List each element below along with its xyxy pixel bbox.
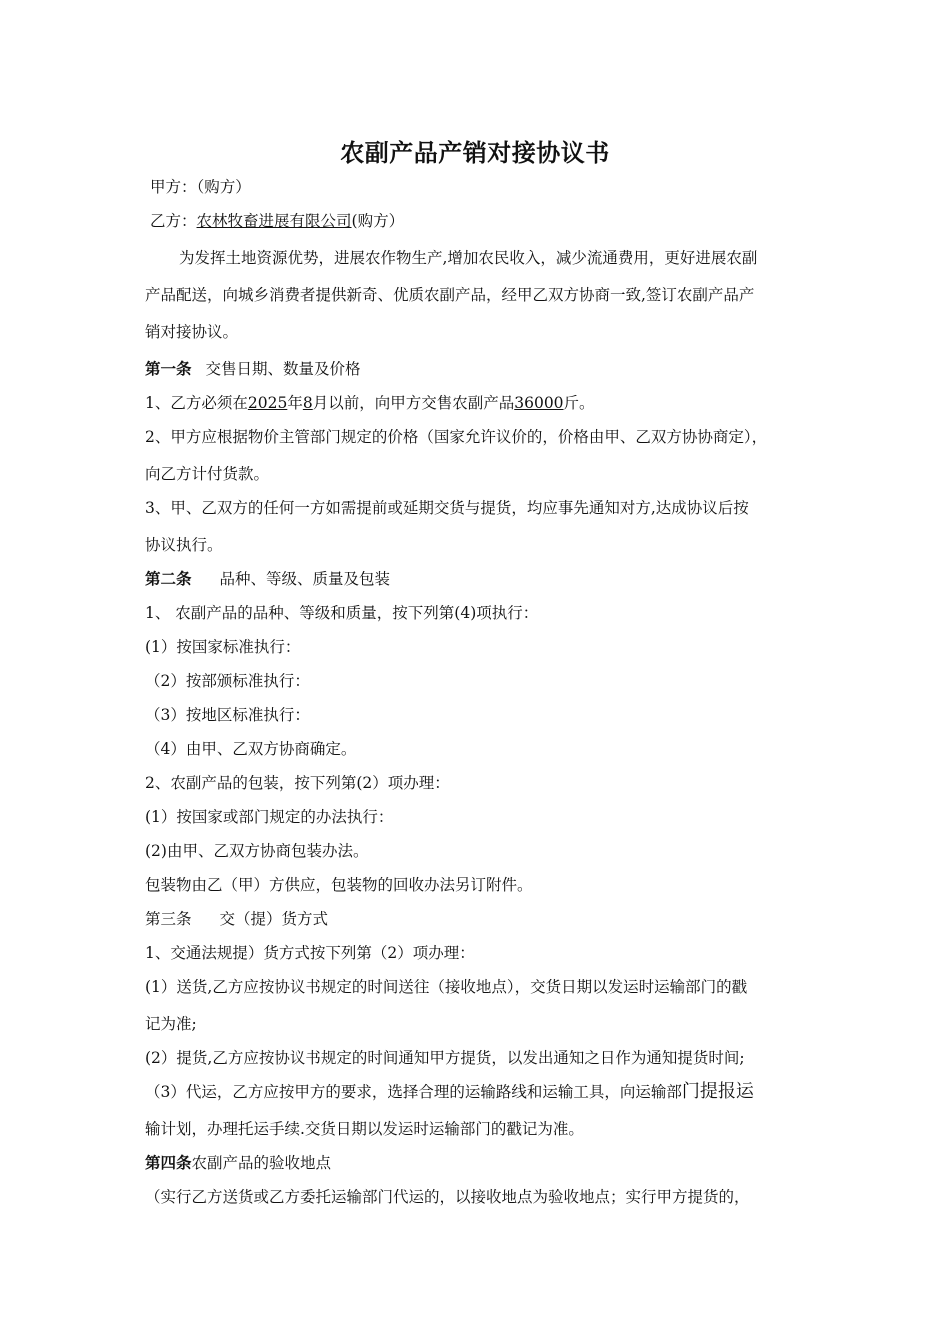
document-body	[145, 174, 815, 1218]
article-2-line: 包装物由乙（甲）方供应，包装物的回收办法另订附件。	[145, 876, 533, 894]
delivery-year: 2025	[247, 394, 288, 412]
article-1-item-3-line-2: 协议执行。	[145, 536, 223, 554]
article-4-line: （实行乙方送货或乙方委托运输部门代运的，以接收地点为验收地点；实行甲方提货的，	[145, 1188, 750, 1206]
party-a-line	[145, 174, 815, 208]
article-1-item-3-line-1: 3、甲、乙双方的任何一方如需提前或延期交货与提货，均应事先通知对方,达成协议后按	[145, 499, 749, 517]
article-2-line: (2)由甲、乙双方协商包装办法。	[145, 842, 369, 860]
delivery-month: 8	[302, 394, 313, 412]
text-span: 斤。	[563, 394, 595, 412]
article-3-item-3-continued: 输计划，办理托运手续.交货日期以发运时运输部门的戳记为准。	[145, 1120, 584, 1138]
article-2-number: 第二条	[145, 569, 192, 588]
party-b-line	[145, 208, 815, 245]
article-3-item-3	[145, 1079, 815, 1116]
intro-line-3: 销对接协议。	[145, 323, 239, 341]
article-4-number: 第四条	[145, 1153, 192, 1172]
article-2-line: （3）按地区标准执行：	[145, 706, 310, 724]
article-2-line: (1）按国家标准执行：	[145, 638, 301, 656]
article-1-item-2-line-1: 2、甲方应根据物价主管部门规定的价格（国家允许议价的，价格由甲、乙双方协协商定），	[145, 428, 768, 446]
article-3-line: (1）送货,乙方应按协议书规定的时间送往（接收地点），交货日期以发运时运输部门的戳	[145, 978, 748, 996]
article-2-line: 2、农副产品的包装，按下列第(2）项办理：	[145, 774, 450, 792]
article-3-line: (2）提货,乙方应按协议书规定的时间通知甲方提货，以发出通知之日作为通知提货时间;	[145, 1049, 745, 1067]
text-span: 1、乙方必须在	[145, 394, 248, 412]
article-3-number: 第三条	[145, 910, 192, 928]
article-1-item-2-line-2: 向乙方计付货款。	[145, 465, 270, 483]
intro-line-1: 为发挥土地资源优势，进展农作物生产,增加农民收入，减少流通费用，更好进展农副	[179, 249, 758, 267]
article-1-item-1	[145, 390, 815, 424]
article-2-line: （2）按部颁标准执行：	[145, 672, 310, 690]
text-span: （3）代运，乙方应按甲方的要求，选择合理的运输路线和运输工具，向运输部	[145, 1083, 682, 1101]
party-b-suffix: (购方）	[351, 212, 405, 230]
article-1-title: 交售日期、数量及价格	[205, 360, 361, 378]
article-1-number: 第一条	[145, 359, 192, 378]
article-2-line: 1、 农副产品的品种、等级和质量，按下列第(4)项执行：	[145, 604, 539, 622]
text-span: 月以前，向甲方交售农副产品	[312, 394, 515, 412]
article-4-heading	[145, 1150, 815, 1184]
article-3-line: 1、交通法规提）货方式按下列第（2）项办理：	[145, 944, 475, 962]
document-title: 农副产品产销对接协议书	[340, 138, 610, 167]
article-3-title: 交（提）货方式	[219, 910, 329, 928]
article-3-item-3-emphasis: 门提报运	[681, 1081, 754, 1102]
party-a-label: 甲方：	[150, 178, 197, 196]
delivery-quantity: 36000	[514, 394, 564, 412]
article-2-line: (1）按国家或部门规定的办法执行：	[145, 808, 394, 826]
party-b-company: 农林牧畜进展有限公司	[196, 212, 352, 230]
article-3-line: 记为准;	[145, 1015, 197, 1033]
party-a-value: （购方）	[196, 178, 251, 196]
article-4-title: 农副产品的验收地点	[191, 1154, 332, 1172]
article-2-line: （4）由甲、乙双方协商确定。	[145, 740, 357, 758]
intro-line-2: 产品配送，向城乡消费者提供新奇、优质农副产品，经甲乙双方协商一致,签订农副产品产	[145, 286, 755, 304]
article-2-heading	[145, 566, 815, 600]
article-1-heading	[145, 356, 815, 390]
party-b-label: 乙方：	[150, 212, 197, 230]
article-3-heading	[145, 906, 815, 940]
article-2-title: 品种、等级、质量及包装	[219, 570, 391, 588]
text-span: 年	[287, 394, 303, 412]
